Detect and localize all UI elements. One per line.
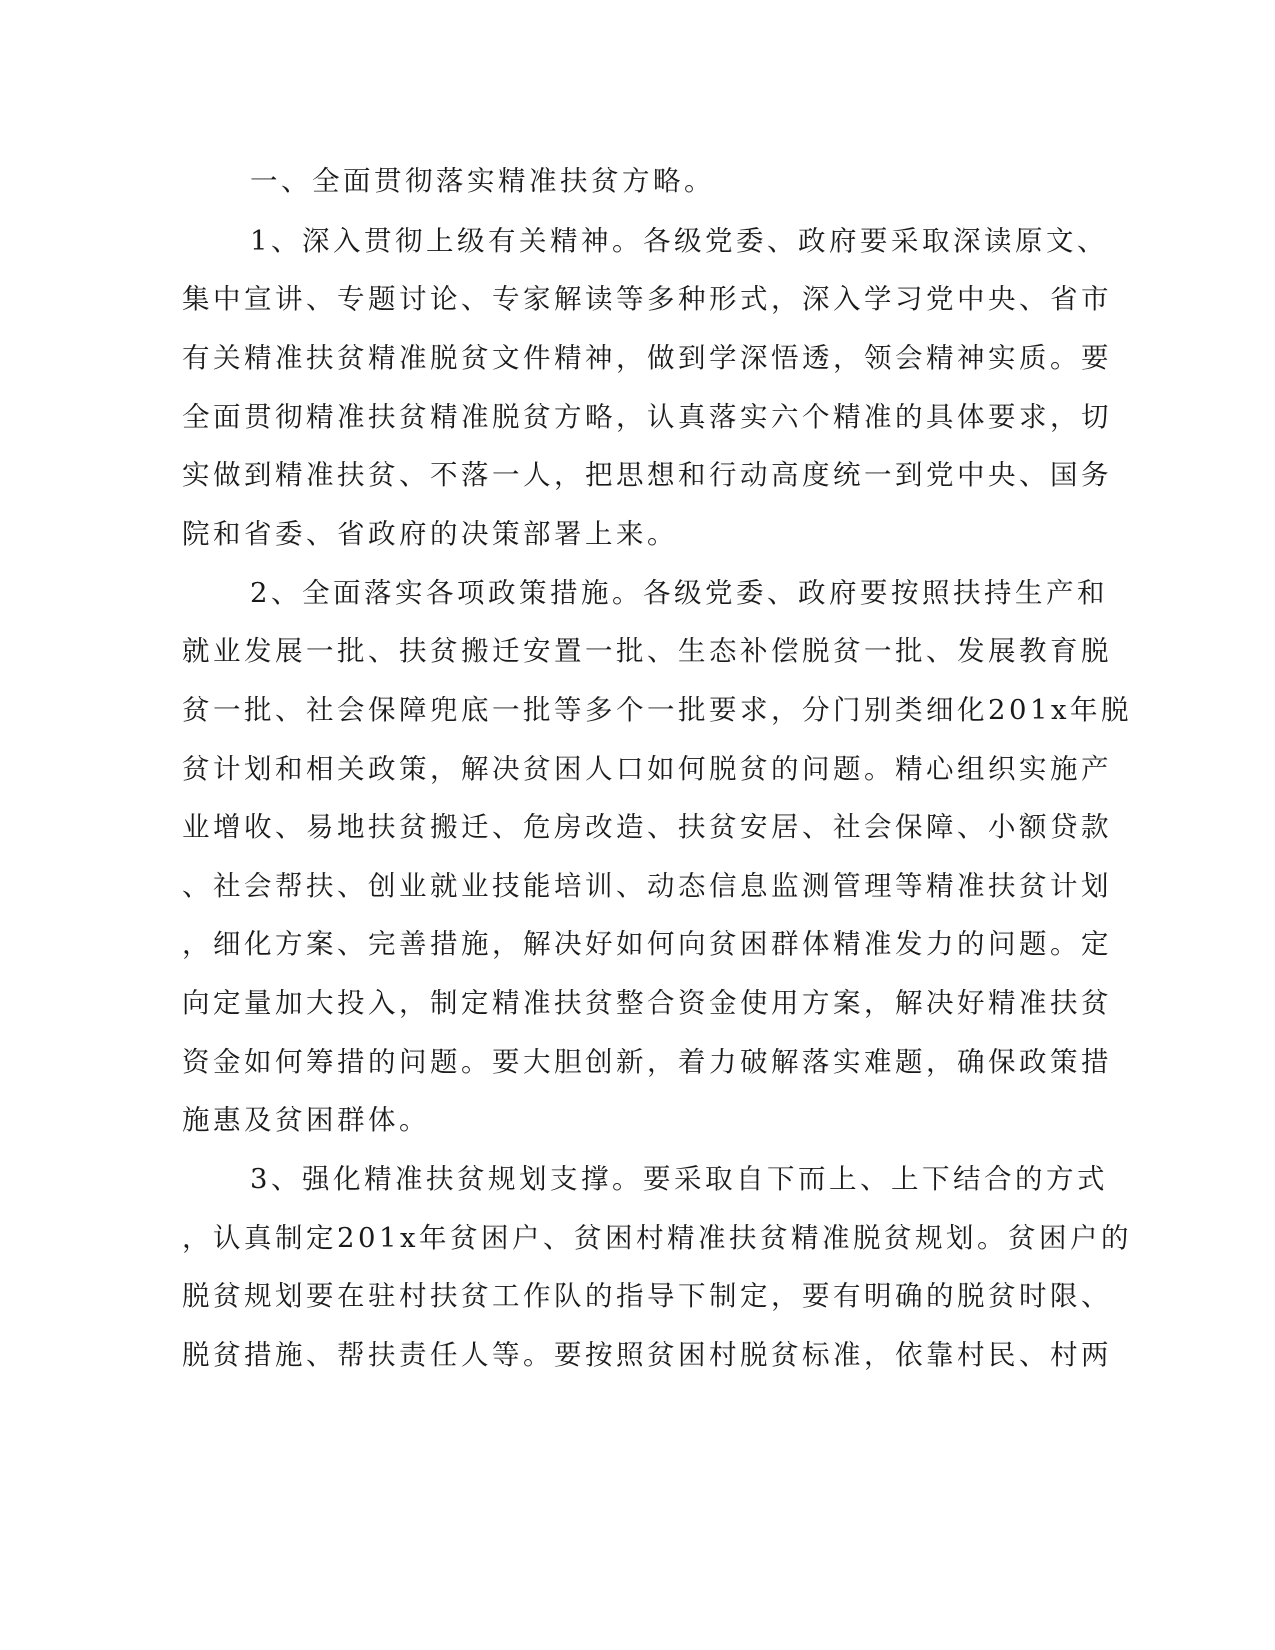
paragraph-line: 2、全面落实各项政策措施。各级党委、政府要按照扶持生产和	[250, 577, 1108, 609]
paragraph-line: 集中宣讲、专题讨论、专家解读等多种形式，深入学习党中央、省市	[182, 283, 1112, 315]
paragraph-line: 有关精准扶贫精准脱贫文件精神，做到学深悟透，领会精神实质。要	[182, 342, 1112, 374]
section-heading: 一、全面贯彻落实精准扶贫方略。	[250, 165, 715, 197]
paragraph-line: 、社会帮扶、创业就业技能培训、动态信息监测管理等精准扶贫计划	[182, 870, 1112, 902]
paragraph-line: 资金如何筹措的问题。要大胆创新，着力破解落实难题，确保政策措	[182, 1046, 1112, 1078]
paragraph-line: 脱贫措施、帮扶责任人等。要按照贫困村脱贫标准，依靠村民、村两	[182, 1339, 1112, 1371]
paragraph-line: 贫一批、社会保障兜底一批等多个一批要求，分门别类细化201x年脱	[182, 694, 1132, 726]
paragraph-line: 脱贫规划要在驻村扶贫工作队的指导下制定，要有明确的脱贫时限、	[182, 1280, 1112, 1312]
paragraph-line: ，细化方案、完善措施，解决好如何向贫困群体精准发力的问题。定	[182, 928, 1112, 960]
paragraph-line: 1、深入贯彻上级有关精神。各级党委、政府要采取深读原文、	[250, 225, 1108, 257]
paragraph-line: 业增收、易地扶贫搬迁、危房改造、扶贫安居、社会保障、小额贷款	[182, 811, 1112, 843]
paragraph-line: 院和省委、省政府的决策部署上来。	[182, 518, 678, 550]
paragraph-line: 就业发展一批、扶贫搬迁安置一批、生态补偿脱贫一批、发展教育脱	[182, 635, 1112, 667]
paragraph-line: 施惠及贫困群体。	[182, 1104, 430, 1136]
paragraph-line: 向定量加大投入，制定精准扶贫整合资金使用方案，解决好精准扶贫	[182, 987, 1112, 1019]
paragraph-line: 3、强化精准扶贫规划支撑。要采取自下而上、上下结合的方式	[250, 1163, 1108, 1195]
paragraph-line: 实做到精准扶贫、不落一人，把思想和行动高度统一到党中央、国务	[182, 459, 1112, 491]
paragraph-line: 全面贯彻精准扶贫精准脱贫方略，认真落实六个精准的具体要求，切	[182, 401, 1112, 433]
paragraph-line: ，认真制定201x年贫困户、贫困村精准扶贫精准脱贫规划。贫困户的	[182, 1222, 1132, 1254]
paragraph-line: 贫计划和相关政策，解决贫困人口如何脱贫的问题。精心组织实施产	[182, 753, 1112, 785]
